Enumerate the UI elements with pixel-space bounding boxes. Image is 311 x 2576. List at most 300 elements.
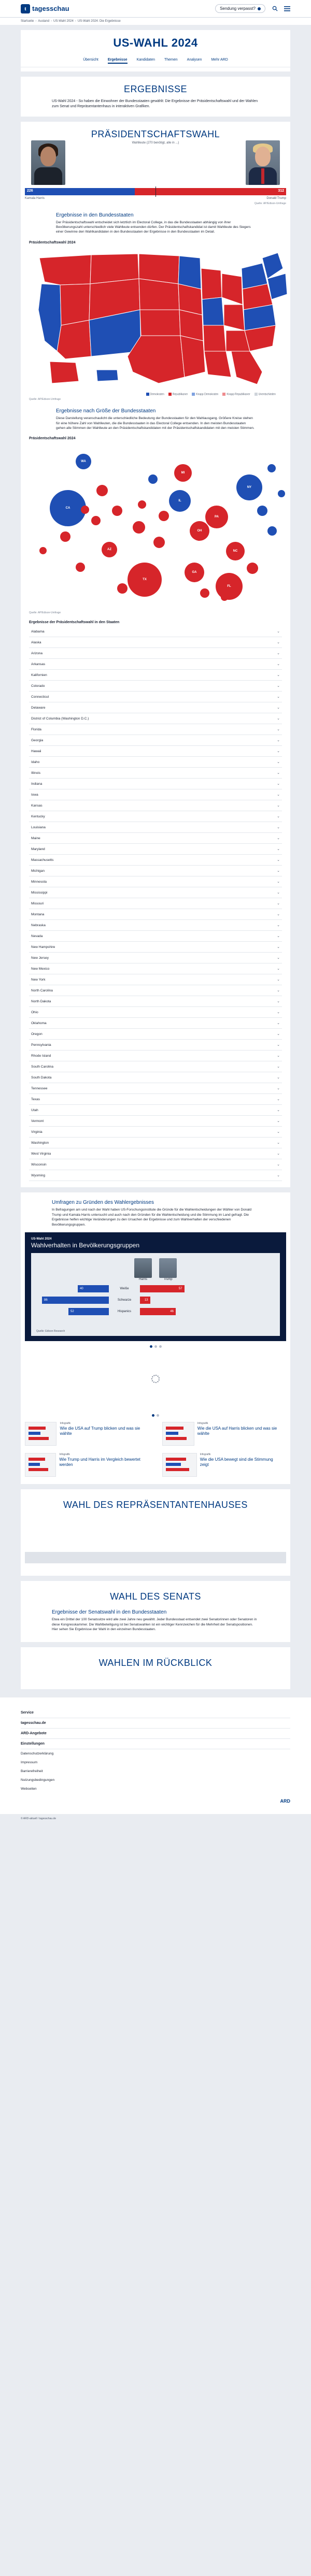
state-list-title: Ergebnisse der Präsidentschaftswahl in den Staaten xyxy=(29,621,120,625)
state-bubble-small[interactable] xyxy=(153,537,165,548)
presidential-section xyxy=(21,122,290,1188)
chevron-down-icon: ⌄ xyxy=(277,663,280,667)
related-teaser[interactable] xyxy=(25,1453,142,1477)
state-bubble-small[interactable] xyxy=(138,500,146,509)
survey-panel-title: Wahlverhalten in Bevölkerungsgruppen xyxy=(31,1242,140,1249)
state-accordion-row[interactable] xyxy=(29,963,282,974)
electoral-vote-bar xyxy=(25,188,286,195)
survey-panel xyxy=(25,1232,286,1341)
teaser-title: Wie die USA bewegt sind die Stimmung zeigt xyxy=(200,1457,273,1467)
state-name: Oklahoma xyxy=(31,1021,47,1025)
state-accordion-row[interactable] xyxy=(29,800,282,811)
chevron-down-icon: ⌄ xyxy=(277,924,280,928)
subnav-item[interactable]: Kandidaten xyxy=(136,58,155,62)
subnav-item[interactable]: Mehr ARD xyxy=(211,58,228,62)
survey-row xyxy=(36,1296,275,1305)
state-accordion-row[interactable] xyxy=(29,996,282,1007)
carousel-dot[interactable] xyxy=(159,1345,162,1348)
state-name: New Hampshire xyxy=(31,945,55,949)
state-accordion-row[interactable] xyxy=(29,855,282,866)
state-name: Hawaii xyxy=(31,749,41,753)
senate-section xyxy=(21,1581,290,1642)
chevron-down-icon: ⌄ xyxy=(277,826,280,830)
state-bubble-small[interactable] xyxy=(267,464,276,472)
state-name: Connecticut xyxy=(31,695,49,699)
state-accordion-row[interactable] xyxy=(29,692,282,702)
legend-item: Knapp Demokraten xyxy=(192,393,218,396)
harris-name: Kamala Harris xyxy=(25,196,45,200)
state-accordion-row[interactable] xyxy=(29,942,282,953)
state-name: Utah xyxy=(31,1108,38,1112)
harris-bar: 40 xyxy=(78,1285,109,1292)
state-name: Delaware xyxy=(31,706,46,710)
state-bubble-small[interactable] xyxy=(81,506,89,514)
state-bubble-small[interactable] xyxy=(148,474,158,484)
senate-title: WAHL DES SENATS xyxy=(110,1591,201,1602)
carousel-dot[interactable] xyxy=(157,1414,159,1417)
harris-bar: 52 xyxy=(68,1308,109,1315)
state-name: Nebraska xyxy=(31,923,46,927)
state-name: Missouri xyxy=(31,901,44,905)
state-name: Wisconsin xyxy=(31,1162,47,1167)
chevron-down-icon: ⌄ xyxy=(277,1163,280,1167)
state-accordion-row[interactable] xyxy=(29,1050,282,1061)
chevron-down-icon: ⌄ xyxy=(277,793,280,797)
state-name: New Jersey xyxy=(31,956,49,960)
group-label: Hispanics xyxy=(117,1310,131,1314)
chevron-down-icon: ⌄ xyxy=(277,847,280,852)
results-intro xyxy=(21,77,290,117)
senate-heading: Ergebnisse der Senatswahl in den Bundesstaaten xyxy=(52,1609,167,1616)
state-accordion-row[interactable] xyxy=(29,1072,282,1083)
chevron-down-icon: ⌄ xyxy=(277,902,280,906)
survey-row xyxy=(36,1284,275,1293)
chevron-down-icon: ⌄ xyxy=(277,706,280,710)
subnav-item[interactable]: Themen xyxy=(164,58,178,62)
presidential-title: PRÄSIDENTSCHAFTSWAHL xyxy=(91,128,220,139)
state-accordion-row[interactable] xyxy=(29,681,282,692)
chevron-down-icon: ⌄ xyxy=(277,684,280,688)
teaser-kicker: Infografik xyxy=(60,1422,71,1426)
chevron-down-icon: ⌄ xyxy=(277,891,280,895)
carousel-dot[interactable] xyxy=(154,1345,157,1348)
footer-link[interactable]: Barrierefreiheit xyxy=(21,1769,43,1774)
state-name: Wyoming xyxy=(31,1173,46,1177)
survey-col-right: Trump xyxy=(163,1278,173,1282)
subnav-item[interactable]: Analysen xyxy=(187,58,202,62)
carousel-dot[interactable] xyxy=(150,1345,152,1348)
teaser-title: Wie die USA auf Harris blicken und was sie wählte xyxy=(197,1426,277,1436)
state-bubble-small[interactable] xyxy=(60,531,70,542)
top-bar xyxy=(0,0,311,18)
state-bubble-small[interactable] xyxy=(112,506,122,516)
state-accordion-row[interactable] xyxy=(29,713,282,724)
state-name: Maine xyxy=(31,836,40,840)
harris-vote-bar xyxy=(25,188,135,195)
chevron-down-icon: ⌄ xyxy=(277,1000,280,1004)
state-bubble-small[interactable] xyxy=(96,485,108,496)
state-name: Pennsylvania xyxy=(31,1043,51,1047)
harris-votes: 226 xyxy=(27,189,33,193)
missed-show-button[interactable] xyxy=(215,4,265,13)
footer-link[interactable]: Webseiten xyxy=(21,1787,37,1791)
chevron-down-icon: ⌄ xyxy=(277,1065,280,1069)
state-name: Nevada xyxy=(31,934,43,938)
results-title: ERGEBNISSE xyxy=(123,84,188,94)
us-map[interactable] xyxy=(29,248,282,393)
legend-item: Unentschieden xyxy=(255,393,276,396)
presidential-subtitle: Wahlleute (270 benötigt, alle in ...) xyxy=(132,141,179,145)
survey-col-left: Harris xyxy=(139,1278,147,1282)
state-accordion-row[interactable] xyxy=(29,1083,282,1094)
state-name: Alaska xyxy=(31,640,41,644)
state-bubble[interactable]: NC xyxy=(226,542,245,560)
chevron-down-icon: ⌄ xyxy=(277,837,280,841)
state-name: Iowa xyxy=(31,793,38,797)
state-name: Virginia xyxy=(31,1130,43,1134)
related-teasers xyxy=(21,1422,290,1477)
trump-name: Donald Trump xyxy=(266,196,286,200)
chevron-down-icon: ⌄ xyxy=(277,815,280,819)
trump-portrait xyxy=(246,140,280,185)
group-label: Weiße xyxy=(120,1287,129,1291)
state-name: Massachusetts xyxy=(31,858,54,862)
state-name: Oregon xyxy=(31,1032,43,1036)
chevron-down-icon: ⌄ xyxy=(277,1021,280,1026)
chevron-down-icon: ⌄ xyxy=(277,1174,280,1178)
logo-icon: t xyxy=(21,4,30,13)
review-title: WAHLEN IM RÜCKBLICK xyxy=(98,1658,213,1668)
state-accordion-row[interactable] xyxy=(29,702,282,713)
state-bubble-small[interactable] xyxy=(117,583,128,594)
teaser-thumbnail xyxy=(25,1453,56,1477)
teaser-kicker: Infografik xyxy=(197,1422,208,1426)
state-accordion-row[interactable] xyxy=(29,1029,282,1040)
state-accordion-row[interactable] xyxy=(29,1148,282,1159)
bubble-text: Diese Darstellung veranschaulicht die unterschiedliche Bedeutung der Bundesstaaten für den Wahlausgang. Größere Kreise stehen für eine höhere Zahl von Wahlleuten, die die Bundesstaaten in das Electoral College entsenden. In den meisten Bundesstaaten gehen alle Stimmen der Wahlleute an den Präsidentschaftskandidaten mit der Präsidentschaftskandidaten mit den meisten Stimmen. xyxy=(56,416,255,430)
chevron-down-icon: ⌄ xyxy=(277,728,280,732)
state-accordion-row[interactable] xyxy=(29,789,282,800)
trump-votes: 312 xyxy=(278,189,284,193)
map-title: Präsidentschaftswahl 2024 xyxy=(29,240,76,244)
house-title: WAHL DES REPRÄSENTANTENHAUSES xyxy=(63,1500,248,1510)
trump-thumb xyxy=(159,1258,177,1278)
chevron-down-icon: ⌄ xyxy=(277,1054,280,1058)
teaser-kicker: Infografik xyxy=(59,1453,70,1457)
teaser-title: Wie Trump und Harris im Vergleich bewertet werden xyxy=(59,1457,140,1467)
footer-group[interactable]: Service xyxy=(21,1708,290,1718)
state-accordion-row[interactable] xyxy=(29,757,282,768)
chevron-down-icon: ⌄ xyxy=(277,869,280,873)
state-accordion-row[interactable] xyxy=(29,735,282,746)
state-bubble-small[interactable] xyxy=(267,526,277,536)
ard-logo[interactable]: ARD xyxy=(280,1798,290,1804)
state-accordion-row[interactable] xyxy=(29,931,282,942)
breadcrumb-item[interactable]: Ausland xyxy=(38,20,50,23)
footer-link[interactable]: Datenschutzerklärung xyxy=(21,1752,54,1756)
state-bubble[interactable]: OH xyxy=(190,521,209,541)
teaser-thumbnail xyxy=(162,1422,194,1446)
state-bubble-small[interactable] xyxy=(91,516,101,525)
chevron-down-icon: ⌄ xyxy=(277,1043,280,1047)
chevron-down-icon: ⌄ xyxy=(277,858,280,862)
state-accordion-row[interactable] xyxy=(29,887,282,898)
chevron-down-icon: ⌄ xyxy=(277,652,280,656)
survey-chart xyxy=(31,1253,280,1336)
page-header xyxy=(21,30,290,71)
state-name: Louisiana xyxy=(31,825,46,829)
chevron-down-icon: ⌄ xyxy=(277,945,280,949)
state-accordion-row[interactable] xyxy=(29,1018,282,1029)
chevron-down-icon: ⌄ xyxy=(277,1130,280,1134)
results-text: US-Wahl 2024 - So haben die Einwohner der Bundesstaaten gewählt: Die Ergebnisse der Präsidentschaftswahl und der Wahlen zum Senat und Repräsentantenhaus in interaktiven Grafiken. xyxy=(52,99,258,108)
page-title: US-WAHL 2024 xyxy=(113,36,198,49)
breadcrumb-item[interactable]: Startseite xyxy=(21,20,34,23)
teaser-title: Wie die USA auf Trump blicken und was sie wählte xyxy=(60,1426,140,1436)
state-bubble[interactable]: TX xyxy=(128,563,162,597)
survey-source: Quelle: Edison Research xyxy=(36,1330,65,1333)
state-bubble[interactable]: CA xyxy=(50,490,86,526)
state-accordion-row[interactable] xyxy=(29,637,282,648)
related-teaser[interactable] xyxy=(25,1422,142,1446)
footer-group[interactable]: ARD-Angebote xyxy=(21,1729,290,1739)
state-accordion-row[interactable] xyxy=(29,833,282,844)
state-name: North Carolina xyxy=(31,988,53,992)
chevron-down-icon: ⌄ xyxy=(277,739,280,743)
state-bubble-small[interactable] xyxy=(257,506,267,516)
survey-row xyxy=(36,1307,275,1316)
state-name: Idaho xyxy=(31,760,40,764)
state-bubble-small[interactable] xyxy=(159,511,169,521)
states-text: Der Präsidentschaftswahl entscheidet sich letztlich im Electoral College, in das die Bundesstaaten abhängig von ihrer Bevölkerungszahl unterschiedlich viele Wahlleute entsenden dürfen. Der Präsidentschaftskandidat ist damit Wahlleute des Siegers einer Gewinne den Wahlkandidaten in den Bundesstaaten der Ergebnisse in den Bundesstaaten im Detail. xyxy=(56,220,251,234)
chevron-down-icon: ⌄ xyxy=(277,956,280,960)
state-bubble-small[interactable] xyxy=(133,521,145,534)
carousel-dots-2[interactable] xyxy=(21,1414,290,1417)
state-accordion-row[interactable] xyxy=(29,1159,282,1170)
state-name: Michigan xyxy=(31,869,45,873)
search-icon[interactable] xyxy=(272,6,278,12)
logo-text: tagesschau xyxy=(32,5,69,12)
survey-text: In Befragungen am und nach der Wahl haben US-Forschungsinstitute die Gründe für die Wahlentscheidungen der Wähler von Donald Trump und Kamala Harris untersucht und auch nach den Gründen für die Wahlentscheidung und die Stimmung im Land gefragt. Die Ergebnisse helfen wichtige Veränderungen zu den Ursachen der Ergebnisse und zum Wahlverhalten der verschiedenen Bevölkerungsgruppen. xyxy=(52,1208,252,1227)
play-icon xyxy=(258,7,261,10)
carousel-dot[interactable] xyxy=(152,1414,154,1417)
state-list xyxy=(25,626,286,1181)
state-accordion-row[interactable] xyxy=(29,844,282,855)
teaser-thumbnail xyxy=(25,1422,56,1446)
chevron-down-icon: ⌄ xyxy=(277,1087,280,1091)
state-bubble-small[interactable] xyxy=(76,563,85,572)
state-name: Montana xyxy=(31,912,45,916)
legend-item: Knapp Republikaner xyxy=(222,393,250,396)
trump-bar: 13 xyxy=(140,1297,150,1304)
state-name: South Carolina xyxy=(31,1064,53,1069)
state-accordion-row[interactable] xyxy=(29,876,282,887)
senate-text: Etwa ein Drittel der 100 Senatssitze wird alle zwei Jahre neu gewählt. Jeder Bundesstaat entsendet zwei Senatorinnen oder Senatoren in diese Kongresskammer. Die Wahlbeteiligung ist bei Senatswahlen ist ein wichtiger Kennzeichen für die Mehrheit der Senatspositionen. Hier sehen Sie Ergebnisse der Wahl in den einzelnen Bundesstaaten. xyxy=(52,1618,257,1631)
harris-thumb xyxy=(134,1258,152,1278)
loading-spinner xyxy=(151,1375,160,1383)
chevron-down-icon: ⌄ xyxy=(277,1032,280,1037)
state-accordion-row[interactable] xyxy=(29,898,282,909)
footer-link[interactable]: Impressum xyxy=(21,1761,38,1765)
states-heading: Ergebnisse in den Bundesstaaten xyxy=(56,212,134,218)
state-bubble-small[interactable] xyxy=(278,490,285,497)
presidential-source: Quelle: AP/Edison-Umfrage xyxy=(254,202,286,205)
state-accordion-row[interactable] xyxy=(29,768,282,779)
state-name: North Dakota xyxy=(31,999,51,1003)
state-accordion-row[interactable] xyxy=(29,724,282,735)
state-accordion-row[interactable] xyxy=(29,953,282,963)
state-name: Illinois xyxy=(31,771,41,775)
state-name: Kalifornien xyxy=(31,673,47,677)
house-placeholder xyxy=(25,1552,286,1563)
state-name: Indiana xyxy=(31,782,43,786)
state-accordion-row[interactable] xyxy=(29,1116,282,1127)
state-name: Georgia xyxy=(31,738,44,742)
house-section xyxy=(21,1489,290,1576)
state-accordion-row[interactable] xyxy=(29,626,282,637)
state-accordion-row[interactable] xyxy=(29,1170,282,1181)
trump-bar: 46 xyxy=(140,1308,176,1315)
state-accordion-row[interactable] xyxy=(29,974,282,985)
state-accordion-row[interactable] xyxy=(29,866,282,876)
state-name: Texas xyxy=(31,1097,40,1101)
tagesschau-logo[interactable] xyxy=(21,4,69,13)
menu-icon[interactable] xyxy=(284,6,290,12)
state-name: Kansas xyxy=(31,803,43,808)
state-name: West Virginia xyxy=(31,1152,51,1156)
state-accordion-row[interactable] xyxy=(29,1127,282,1138)
copyright: © ARD-aktuell / tagesschau.de xyxy=(0,1814,311,1823)
footer-group[interactable]: Einstellungen xyxy=(21,1739,290,1749)
chevron-down-icon: ⌄ xyxy=(277,771,280,775)
state-accordion-row[interactable] xyxy=(29,1061,282,1072)
teaser-thumbnail xyxy=(162,1453,197,1477)
map-legend xyxy=(25,393,276,396)
state-accordion-row[interactable] xyxy=(29,1007,282,1018)
chevron-down-icon: ⌄ xyxy=(277,934,280,939)
state-name: Colorado xyxy=(31,684,45,688)
state-bubble[interactable]: IL xyxy=(169,490,191,512)
subnav-item-active[interactable]: Ergebnisse xyxy=(108,58,128,64)
bubble-heading: Ergebnisse nach Größe der Bundesstaaten xyxy=(56,408,156,414)
state-bubble[interactable]: PA xyxy=(205,506,228,528)
state-bubble[interactable]: WA xyxy=(76,454,91,469)
state-name: Arkansas xyxy=(31,662,46,666)
state-bubble-small[interactable] xyxy=(200,588,209,598)
breadcrumb-item[interactable]: US-Wahl 2024 xyxy=(53,20,74,23)
state-accordion-row[interactable] xyxy=(29,670,282,681)
state-accordion-row[interactable] xyxy=(29,1040,282,1050)
state-name: Rhode Island xyxy=(31,1054,51,1058)
related-teaser[interactable] xyxy=(162,1453,279,1477)
chevron-down-icon: ⌄ xyxy=(277,1098,280,1102)
related-teaser[interactable] xyxy=(162,1422,279,1446)
group-label: Schwarze xyxy=(117,1299,132,1302)
state-accordion-row[interactable] xyxy=(29,746,282,757)
survey-section xyxy=(21,1192,290,1484)
subnav-item[interactable]: Übersicht xyxy=(83,58,98,62)
footer-group[interactable]: tagesschau.de xyxy=(21,1718,290,1729)
bubble-chart[interactable] xyxy=(29,443,282,609)
state-accordion-row[interactable] xyxy=(29,1094,282,1105)
harris-portrait xyxy=(31,140,65,185)
breadcrumb: Startseite › Ausland › US-Wahl 2024 › US-Wahl 2024: Die Ergebnisse xyxy=(0,18,311,25)
state-accordion-row[interactable] xyxy=(29,822,282,833)
state-name: Alabama xyxy=(31,629,45,634)
chevron-down-icon: ⌄ xyxy=(277,1141,280,1145)
legend-item: Demokraten xyxy=(146,393,164,396)
chevron-down-icon: ⌄ xyxy=(277,630,280,634)
harris-bar: 86 xyxy=(42,1297,109,1304)
state-name: Vermont xyxy=(31,1119,44,1123)
state-bubble[interactable]: FL xyxy=(216,573,243,600)
state-name: Minnesota xyxy=(31,880,47,884)
state-name: District of Columbia (Washington D.C.) xyxy=(31,716,89,721)
state-name: South Dakota xyxy=(31,1075,52,1080)
state-bubble-small[interactable] xyxy=(221,594,228,601)
state-name: New York xyxy=(31,977,46,982)
bubble-source: Quelle: AP/Edison-Umfrage xyxy=(29,611,61,615)
state-accordion-row[interactable] xyxy=(29,1105,282,1116)
state-accordion-row[interactable] xyxy=(29,811,282,822)
chevron-down-icon: ⌄ xyxy=(277,967,280,971)
map-source: Quelle: AP/Edison-Umfrage xyxy=(29,398,61,401)
state-name: Arizona xyxy=(31,651,43,655)
state-bubble-small[interactable] xyxy=(39,547,47,554)
state-name: Mississippi xyxy=(31,890,48,895)
chevron-down-icon: ⌄ xyxy=(277,782,280,786)
state-name: Tennessee xyxy=(31,1086,48,1090)
state-name: New Mexico xyxy=(31,967,50,971)
chevron-down-icon: ⌄ xyxy=(277,1152,280,1156)
loading-area xyxy=(21,1348,290,1410)
state-bubble[interactable]: AZ xyxy=(102,542,117,557)
breadcrumb-item: US-Wahl 2024: Die Ergebnisse xyxy=(77,20,121,23)
chevron-down-icon: ⌄ xyxy=(277,913,280,917)
footer-link[interactable]: Nutzungsbedingungen xyxy=(21,1778,55,1782)
chevron-down-icon: ⌄ xyxy=(277,1119,280,1124)
chevron-down-icon: ⌄ xyxy=(277,880,280,884)
chevron-down-icon: ⌄ xyxy=(277,717,280,721)
state-bubble[interactable]: GA xyxy=(185,563,204,582)
state-name: Maryland xyxy=(31,847,45,851)
state-name: Washington xyxy=(31,1141,49,1145)
chevron-down-icon: ⌄ xyxy=(277,641,280,645)
state-accordion-row[interactable] xyxy=(29,659,282,670)
state-accordion-row[interactable] xyxy=(29,779,282,789)
state-bubble-small[interactable] xyxy=(247,563,258,574)
state-accordion-row[interactable] xyxy=(29,648,282,659)
state-accordion-row[interactable] xyxy=(29,1138,282,1148)
chevron-down-icon: ⌄ xyxy=(277,978,280,982)
state-accordion-row[interactable] xyxy=(29,920,282,931)
state-bubble[interactable]: MI xyxy=(174,464,192,482)
state-accordion-row[interactable] xyxy=(29,985,282,996)
state-accordion-row[interactable] xyxy=(29,909,282,920)
chevron-down-icon: ⌄ xyxy=(277,804,280,808)
review-section xyxy=(21,1647,290,1689)
survey-panel-label: US-Wahl 2024 xyxy=(31,1237,52,1241)
survey-heading: Umfragen zu Gründen des Wahlergebnisses xyxy=(52,1200,154,1206)
chevron-down-icon: ⌄ xyxy=(277,1109,280,1113)
trump-bar: 57 xyxy=(140,1285,185,1292)
missed-show-label: Sendung verpasst? xyxy=(220,6,256,11)
chevron-down-icon: ⌄ xyxy=(277,989,280,993)
state-name: Kentucky xyxy=(31,814,45,818)
chevron-down-icon: ⌄ xyxy=(277,695,280,699)
chevron-down-icon: ⌄ xyxy=(277,1076,280,1080)
state-bubble[interactable]: NY xyxy=(236,474,262,500)
